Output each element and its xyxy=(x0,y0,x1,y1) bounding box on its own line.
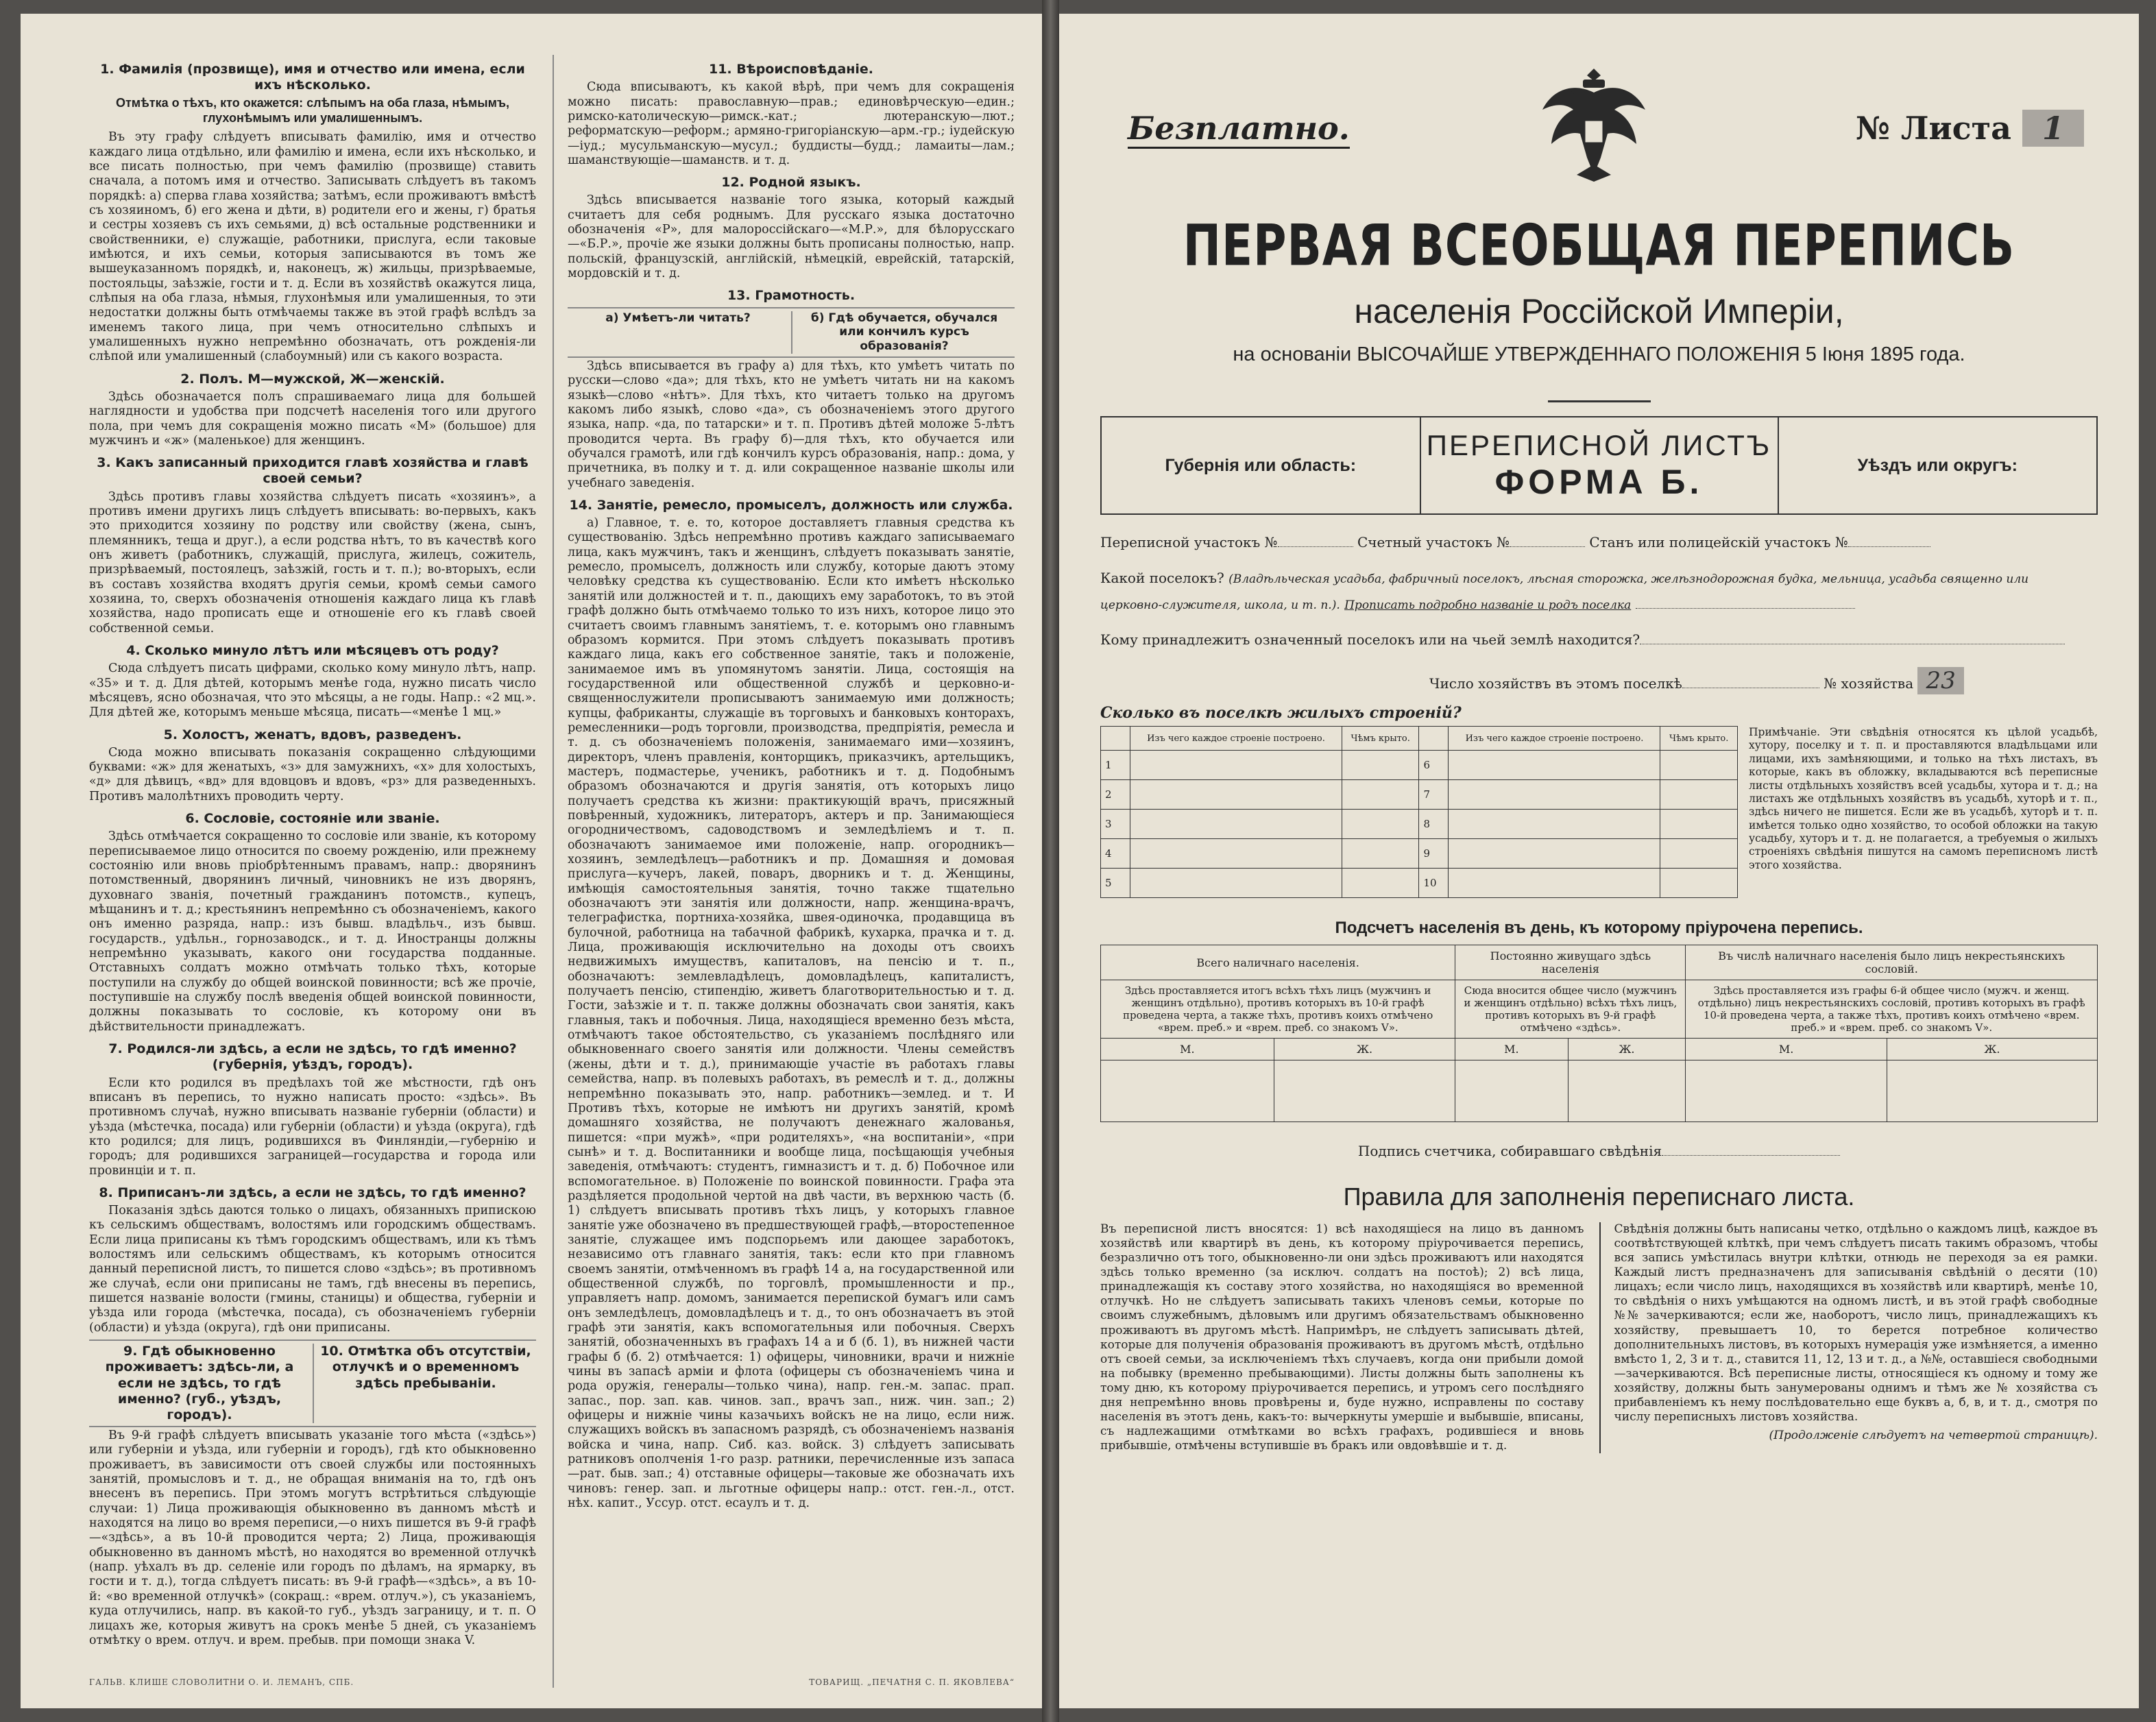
section-text: Здѣсь противъ главы хозяйства слѣдуетъ писать «хозяинъ», а противъ имени другихъ лицъ слѣдуетъ вписывать: во-первыхъ, какъ это приходится хозяину по родству или свойству (жена, сынъ, племянникъ, теща и друг.), а если родства нѣтъ, то въ качествѣ кого онъ живетъ (работникъ, служащій, прислуга, жилецъ, сожитель, призрѣваемый, постоялецъ, заѣзжій, гость и т. п.); во-вторыхъ, если въ составъ хозяйства входятъ другія семьи, кромѣ семьи самого хозяина, то, сверхъ обозначенія отношенія каждаго лица къ главѣ хозяйства, надо прописать еще и отношеніе его къ главѣ своей собственной семьи. xyxy=(89,489,536,635)
household-number-value: 23 xyxy=(1917,667,1963,694)
census-title: ПЕРВАЯ ВСЕОБЩАЯ ПЕРЕПИСЬ xyxy=(1183,213,2015,279)
table-header: Чѣмъ крыто. xyxy=(1660,727,1738,751)
police-precinct-field[interactable] xyxy=(1848,546,1930,547)
section-text: а) Главное, т. е. то, которое доставляетъ главныя средства къ существованію. Здѣсь непремѣнно противъ каждаго записываемаго лица, какъ мужчинъ, такъ и женщинъ, слѣдуетъ показывать занятіе, ремесло, промыселъ, должность или службу, которые даютъ этому человѣку средства къ существованію. Если кто имѣетъ нѣсколько занятій или должностей и т. п., дающихъ ему заработокъ, то въ этой графѣ должно быть отмѣчаемо только то изъ нихъ, которое лицо это считаетъ своимъ главнымъ занятіемъ, т. е. которымъ оно главнымъ образомъ кормится. При этомъ слѣдуетъ показывать противъ каждаго лица, какъ его собственное занятіе, такъ и положеніе, занимаемое имъ въ упомянутомъ занятіи. Лица, состоящія на государственной или общественной службѣ и церковно-и-священнослужители прописываютъ занимаемую ими должность; купцы, фабриканты, служащіе въ торговыхъ и банковыхъ конторахъ, ремесленники—родъ торговли, производства, предпріятія, ремесла и т. д. съ обозначеніемъ положенія, занимаемаго ими—хозяинъ, директоръ, членъ правленія, конторщикъ, приказчикъ, артельщикъ, мастеръ, подмастерье, ученикъ, работникъ и т. д. Подобнымъ образомъ обозначаются и другія занятія, отъ которыхъ лицо получаетъ средства къ жизни: практикующій врачъ, присяжный повѣренный, художникъ, литераторъ, актеръ и пр. Занимающіеся огородничествомъ, садоводствомъ и земледѣліемъ и т. п. обозначаютъ занимаемое ими положеніе, напр. огородникъ—хозяинъ, земледѣлецъ—работникъ и пр. Домашняя и домовая прислуга—кучеръ, лакей, поваръ, дворникъ и т. д. Женщины, имѣющія самостоятельныя занятія, точно также тщательно обозначаютъ эти занятія или должности, напр. женщина-врачъ, телеграфистка, портниха-хозяйка, швея-одиночка, продавщица въ булочной, работница на табачной фабрикѣ, кухарка, прачка и т. д. Лица, проживающія исключительно на доходы отъ своихъ недвижимыхъ имуществъ, капиталовъ, на пенсію и т. п., обозначаютъ: землевладѣлецъ, домовладѣлецъ, капиталистъ, получаетъ пенсію, стипендію, живетъ благотворительностью и т. д. Гости, заѣзжіе и т. п. также должны обозначать свои занятія, какъ главныя, такъ и побочныя. Лица, находящіеся временно безъ мѣста, отмѣчаютъ такое обстоятельство, съ указаніемъ послѣдняго или обыкновеннаго своего занятія или должности. Члены семействъ (жены, дѣти и т. д.), принимающіе участіе въ работахъ главы семейства, напр. въ полевыхъ работахъ, въ ремеслѣ и т. д., должны непремѣнно показывать это, напр. работникъ—землед. и т. И Противъ тѣхъ, которые не имѣютъ ни другихъ занятій, кромѣ домашняго хозяйства, не получаютъ денежнаго жалованья, пишется: «при мужѣ», «при родителяхъ», «на воспитаніи», «при сынѣ» и т. д. Воспитанники и вообще лица, посѣщающія учебныя заведенія, отмѣчаютъ: студентъ, гимназистъ и т. д. б) Побочное или вспомогательное. в) Положеніе по воинской повинности. Графа эта раздѣляется продольной чертой на двѣ части, въ верхнюю часть (б. 1) слѣдуетъ вписывать противъ тѣхъ лицъ, у которыхъ главное занятіе уже обозначено въ предшествующей графѣ,—второстепенное занятіе, служащее имъ подспорьемъ или дающее заработокъ, независимо отъ главнаго занятія, такъ: если кто при главномъ своемъ занятіи, отмѣченномъ въ графѣ 14 а, на государственной или общественной службѣ, по торговлѣ, промышленности и пр., управляетъ напр. домомъ, занимается перепиской бумагъ или самъ онъ земледѣлецъ, домовладѣлецъ и т. д., то онъ обозначаетъ въ этой графѣ эти занятія, какъ вспомогательныя или побочныя. Сверхъ занятій, обозначенныхъ въ графахъ 14 а и б (б. 1), въ нижней части графы б (б. 2) отмѣчается: 1) офицеры, чиновники, врачи и нижніе чины въ запасѣ арміи и флота (офицеры съ обозначеніемъ чина и рода оружія, генералы—только чина), напр. ген.-м. запас. прап. запас., пор. зап. кав. чинов. зап., врачъ зап., ниж. чин. зап.; 2) офицеры и нижніе чины казачьихъ войскъ не на лицо, если ниж. служащихъ войскъ въ запасномъ разрядѣ, съ обозначеніемъ названія войска и чина, напр. Сиб. каз. войск. 3) слѣдуетъ записывать ратниковъ ополченія 1-го разр. ратники, перечисленные изъ запаса—рат. быв. зап.; 4) отставные офицеры—таковые же обозначать ихъ чиновъ: генер. зап. и льготные офицеры напр.: отст. ген.-л., отст. нѣх. капит., Уссур. отст. есаулъ и т. д. xyxy=(568,516,1015,1511)
header-row xyxy=(1100,55,2098,171)
row-number: 8 xyxy=(1419,810,1449,839)
right-page xyxy=(1059,14,2139,1708)
section-heading: 7. Родился-ли здѣсь, а если не здѣсь, то гдѣ именно? (губернія, уѣздъ, городъ). xyxy=(108,1041,517,1073)
table-row xyxy=(1101,869,1738,898)
table-header-row xyxy=(1101,945,2098,980)
row-number: 7 xyxy=(1419,780,1449,810)
section-13 xyxy=(568,288,1015,490)
section-text: Здѣсь отмѣчается сокращенно то сословіе или званіе, къ которому переписываемое лицо относится по своему рожденію, или прежнему состоянію или вновь пріобрѣтеннымъ правамъ, напр.: дворянинъ потомственный, дворянинъ личный, чиновникъ не изъ дворянъ, духовнаго званія, почетный гражданинъ потомств., купецъ, мѣщанинъ и т. д.; крестьянинъ непремѣнно съ обозначеніемъ, какого онъ именно разряда, напр.: изъ бывш. владѣльч., изъ бывш. государств., удѣльн., горнозаводск., и т. д. Иностранцы должны непремѣнно указывать, какого они государства подданные. Отставныхъ солдатъ можно отмѣчать только тѣхъ, которые поступили на службу до общей воинской повинности; всѣ же прочіе, поступившіе на службу послѣ введенія общей воинской повинности, должны показывать то сословіе, къ которому они въ дѣйствительности принадлежатъ. xyxy=(89,829,536,1034)
sex-label: Ж. xyxy=(1887,1039,2097,1060)
subheading-b: б) Гдѣ обучается, обучался или кончилъ курсъ образованія? xyxy=(791,311,1012,354)
signature-label: Подпись счетчика, собиравшаго свѣдѣнія xyxy=(1357,1143,1662,1159)
settlement-hint: (Владѣльческая усадьба, фабричный поселокъ, лѣсная сторожка, желѣзнодорожная будка, мельница, усадьба священно или xyxy=(1228,572,2029,586)
instructions-column-2 xyxy=(553,55,1015,1688)
table-row xyxy=(1101,810,1738,839)
buildings-table xyxy=(1100,726,1738,898)
table-cell: Здѣсь проставляется изъ графы 6-й общее число (мужч. и женщ. отдѣльно) лицъ некрестьянскихъ сословій, противъ которыхъ въ графѣ 10-й проведена черта, а также тѣхъ, противъ коихъ отмѣчено «врем. преб.» и «врем. преб. со знакомъ V». xyxy=(1686,980,2098,1039)
section-14 xyxy=(568,498,1015,1512)
census-subtitle: населенія Россійской Имперіи, xyxy=(1354,292,1844,330)
free-label: Безплатно. xyxy=(1128,110,1350,149)
table-header: Изъ чего каждое строеніе построено. xyxy=(1449,727,1660,751)
table-cell: Сюда вносится общее число (мужчинъ и женщинъ отдѣльно) всѣхъ тѣхъ лицъ, противъ которыхъ въ 9-й графѣ отмѣчено «здѣсь». xyxy=(1455,980,1686,1039)
table-header: Всего наличнаго населенія. xyxy=(1101,945,1455,980)
table-row xyxy=(1101,1039,2098,1060)
section-heading: 11. Вѣроисповѣданіе. xyxy=(708,62,874,77)
sheet-number-value: 1 xyxy=(2022,110,2084,147)
population-heading: Подсчетъ населенія въ день, къ которому пріурочена перепись. xyxy=(1335,919,1863,937)
households-line xyxy=(1100,667,2098,694)
section-8 xyxy=(89,1185,536,1335)
buildings-note: Примѣчаніе. Эти свѣдѣнія относятся къ цѣлой усадьбѣ, хутору, поселку и т. п. и проставляются владѣльцами или лицами, ихъ замѣняющими, и только на тѣхъ листахъ, въ которые, какъ въ обложку, вкладываются всѣ переписные листы отдѣльныхъ хозяйствъ всей усадьбы, хутора и т. д.; на листахъ же отдѣльныхъ хозяйствъ въ усадьбѣ, хуторѣ и т. п., здѣсь ничего не пишется. Если же въ усадьбѣ, хуторѣ и т. п. имѣется только одно хозяйство, то особой обложки на такую усадьбу, хуторъ и т. д. не полагается, а требуемыя о жилыхъ строеніяхъ свѣдѣнія пишутся на самомъ переписномъ листѣ этого хозяйства. xyxy=(1749,726,2098,871)
household-number-label: № хозяйства xyxy=(1824,675,1914,692)
section-text: Въ 9-й графѣ слѣдуетъ вписывать указаніе того мѣста («здѣсь») или губерніи и уѣзда, или губерніи и городъ), гдѣ кто обыкновенно проживаетъ, въ зависимости отъ своей службы или постоянныхъ занятій, промысловъ и т. д., не обращая вниманія на то, гдѣ онъ внесенъ въ перепись. При этомъ могутъ встрѣтиться слѣдующіе случаи: 1) Лица проживающія обыкновенно въ данномъ мѣстѣ и находятся на лицо во время переписи,—о нихъ пишется въ 9-й графѣ—«здѣсь», а въ 10-й проводится черта; 2) Лица, проживающія обыкновенно въ данномъ мѣстѣ, но находятся во временной отлучкѣ (напр. уѣхалъ въ др. селеніе или городъ по дѣламъ, на ярмарку, въ гости и т. д.), тогда слѣдуетъ писать: въ 9-й графѣ—«здѣсь», а въ 10-й: «во временной отлучкѣ» (сокращ.: «врем. отлуч.»), съ указаніемъ, куда отлучились, напр. въ какой-то губ., уѣздъ заграницу, и т. п. О лицахъ же, которыя живутъ на срокъ менѣе 5 дней, съ указаніемъ отмѣтку о врем. отлуч. и врем. пребыв. при помощи знака V. xyxy=(89,1429,536,1647)
counting-precinct-field[interactable] xyxy=(1510,546,1585,547)
precinct-line xyxy=(1100,534,2098,550)
section-heading: 12. Родной языкъ. xyxy=(721,175,861,191)
form-header-box xyxy=(1100,416,2098,515)
section-1 xyxy=(89,62,536,365)
rules-section xyxy=(1100,1222,2098,1453)
section-heading: 13. Грамотность. xyxy=(727,288,856,304)
section-11 xyxy=(568,62,1015,168)
row-number: 4 xyxy=(1101,839,1130,869)
section-6 xyxy=(89,811,536,1034)
table-row xyxy=(1101,839,1738,869)
section-text: Показанія здѣсь даются только о лицахъ, обязанныхъ припискою къ сельскимъ обществамъ, волостямъ или городскимъ обществамъ. Если лица приписаны къ тѣмъ городскимъ обществамъ, или къ тѣмъ волостямъ или сельскимъ обществамъ, къ которымъ относится данный переписной листъ, то пишется слово «здѣсь»; въ противномъ же случаѣ, если они приписаны не тамъ, гдѣ внесены въ перепись, пишется названіе волости (гмины, станицы) и общества, губерніи и уѣзда или города (мѣстечка, посада), съ обозначеніемъ губерніи (области) и уѣзда (округа), гдѣ они приписаны. xyxy=(89,1204,536,1335)
police-precinct-label: Станъ или полицейскій участокъ № xyxy=(1589,534,1848,550)
sheet-number-label: № Листа xyxy=(1855,110,2011,147)
section-heading: 5. Холостъ, женатъ, вдовъ, разведенъ. xyxy=(163,727,462,742)
table-header: Постоянно живущаго здѣсь населенія xyxy=(1455,945,1686,980)
sex-label: Ж. xyxy=(1274,1039,1455,1060)
section-text: Сюда вписываютъ, къ какой вѣрѣ, при чемъ для сокращенія можно писать: православную—прав.; единовѣрческую—един.; римско-католическую—римск.-кат.; лютеранскую—лют.; реформатскую—реформ.; армяно-григоріанскую—арм.-гр.; іудейскую—іуд.; мусульманскую—мусул.; буддисты—будд.; ламаиты—лам.; шаманствующіе—шаманств. и т. д. xyxy=(568,80,1015,167)
buildings-section xyxy=(1100,726,2098,898)
owner-label: Кому принадлежитъ означенный поселокъ или на чьей землѣ находится? xyxy=(1100,631,1640,648)
rules-right-text: Свѣдѣнія должны быть написаны четко, отдѣльно о каждомъ лицѣ, каждое въ соотвѣтствующей клѣткѣ, при чемъ слѣдуетъ писать такимъ образомъ, чтобы вся запись умѣстилась внутри клѣтки, отнюдь не переходя за ея рамки. Каждый листъ предназначенъ для записыванія свѣдѣній о десяти (10) лицахъ; если число лицъ, находящихся въ хозяйствѣ или квартирѣ, менѣе 10, то свѣдѣнія о нихъ умѣщаются на одномъ листѣ, и въ этой графѣ свободные №№ зачеркиваются; если же, наоборотъ, число лицъ, принадлежащихъ къ хозяйству, превышаетъ 10, то берется потребное количество дополнительныхъ листовъ, въ которыхъ нумерація уже измѣняется, а именно вмѣсто 1, 2, 3 и т. д., ставится 11, 12, 13 и т. д., а №№, оставшіеся свободными—зачеркиваются. Всѣ переписные листы, относящіеся къ одному и тому же хозяйству, должны быть занумерованы однимъ и тѣмъ же № хозяйства съ прибавленіемъ къ нему послѣдовательно еще буквъ а, б, в, и т. д., смотря по числу переписныхъ листовъ хозяйства. xyxy=(1614,1222,2098,1424)
section-text: Сюда можно вписывать показанія сокращенно слѣдующими буквами: «ж» для женатыхъ, «з» для замужнихъ, «х» для холостыхъ, «д» для дѣвицъ, «вд» для вдовцовъ и вдовъ, «рз» для разведенныхъ. Противъ малолѣтнихъ проводить черту. xyxy=(89,745,536,803)
settlement-hint-3: Прописать подробно названіе и родъ поселка xyxy=(1344,598,1632,612)
section-text: Здѣсь вписывается въ графу а) для тѣхъ, кто умѣетъ читать по русски—слово «да»; для тѣхъ, кто не умѣетъ читать ни на какомъ языкѣ—слово «нѣтъ». Для тѣхъ, кто читаетъ только на другомъ какомъ либо языкѣ, слово «да», съ обозначеніемъ этого другого языка, напр. «да, по татарски» и т. п. Противъ дѣтей моложе 5-лѣтъ проводится черта. Въ графу б)—для тѣхъ, кто обучается или обучался грамотѣ, или гдѣ кончилъ курсъ образованія, напр.: дома, у причетника, въ полку и т. д. или сокращенное названіе школы или учебнаго заведенія. xyxy=(568,359,1015,490)
table-cell: Здѣсь проставляется итогъ всѣхъ тѣхъ лицъ (мужчинъ и женщинъ отдѣльно), противъ которыхъ въ 10-й графѣ проведена черта, а также тѣхъ, противъ коихъ отмѣчено «врем. преб.» и «врем. преб. со знакомъ V». xyxy=(1101,980,1455,1039)
enumerator-signature-line xyxy=(1100,1143,2098,1159)
settlement-line-2 xyxy=(1100,596,2098,612)
counting-precinct-label: Счетный участокъ № xyxy=(1357,534,1510,550)
form-title: ПЕРЕПИСНОЙ ЛИСТЪ xyxy=(1426,429,1772,461)
section-text: Сюда слѣдуетъ писать цифрами, сколько кому минуло лѣтъ, напр. «35» и т. д. Для дѣтей, которымъ менѣе года, нужно писать число мѣсяцевъ, ясно обозначая, что это мѣсяцы, а не годы. Напр.: «2 мц.». Для дѣтей же, которымъ меньше мѣсяца, писать—«менѣе 1 мц.» xyxy=(89,662,536,720)
section-12 xyxy=(568,175,1015,281)
table-row xyxy=(1101,780,1738,810)
printer-imprint: ГАЛЬВ. КЛИШЕ СЛОВОЛИТНИ О. И. ЛЕМАНЪ, СПБ. xyxy=(89,1677,354,1688)
sex-label: М. xyxy=(1686,1039,1887,1060)
sex-label: М. xyxy=(1101,1039,1274,1060)
section-heading: 8. Приписанъ-ли здѣсь, а если не здѣсь, то гдѣ именно? xyxy=(99,1185,526,1200)
rules-right-column xyxy=(1599,1222,2098,1453)
section-important-note: Отмѣтка о тѣхъ, кто окажется: слѣпымъ на оба глаза, нѣмымъ, глухонѣмымъ или умалишеннымъ. xyxy=(115,96,510,125)
form-name: ФОРМА Б. xyxy=(1494,463,1704,501)
subheading-a: а) Умѣетъ-ли читать? xyxy=(605,311,751,325)
census-precinct-field[interactable] xyxy=(1278,546,1353,547)
form-title-cell xyxy=(1420,417,1779,513)
section-3 xyxy=(89,455,536,636)
section-text: Здѣсь вписывается названіе того языка, который каждый считаетъ для себя роднымъ. Для русскаго языка достаточно обозначенія «Р», для малороссійскаго—«М.Р.», для бѣлорусскаго—«Б.Р.», прочіе же языки должны быть прописаны полностью, напр. польскій, французскій, англійскій, нѣмецкій, еврейскій, татарскій, мордовскій и т. д. xyxy=(568,193,1015,281)
settlement-line xyxy=(1100,570,2098,586)
book-fold xyxy=(1042,0,1059,1722)
sex-label: М. xyxy=(1455,1039,1568,1060)
double-headed-eagle-emblem xyxy=(1525,55,1662,192)
sheet-number xyxy=(1856,110,2084,147)
table-header-row xyxy=(1101,727,1738,751)
buildings-title: Сколько въ поселкѣ жилыхъ строеній? xyxy=(1100,704,1462,722)
printer-imprint: ТОВАРИЩ. „ПЕЧАТНЯ С. П. ЯКОВЛЕВА“ xyxy=(809,1677,1015,1688)
row-number: 6 xyxy=(1419,751,1449,780)
section-text: Въ эту графу слѣдуетъ вписывать фамилію, имя и отчество каждаго лица отдѣльно, или фамилію и имена, если ихъ нѣсколько, и все писать полностью, при чемъ фамилію (прозвище) ставить сначала, а потомъ имя и отчество. Записывать слѣдуетъ въ такомъ порядкѣ: а) сперва глава хозяйства; затѣмъ, если проживаютъ вмѣстѣ съ хозяиномъ, б) его жена и дѣти, в) родители его и жены, г) братья и сестры хозяевъ съ ихъ семьями, д) всѣ остальные родственники и свойственники, е) служащіе, работники, прислуга, если таковые имѣются, и ихъ семьи, которыя записываются въ томъ же вышеуказанномъ порядкѣ, и, наконецъ, ж) жильцы, призрѣваемые, постояльцы, заѣзжіе, гости и т. д. Если въ хозяйствѣ окажутся лица, слѣпыя на оба глаза, нѣмыя, глухонѣмыя или умалишенныя, то эти недостатки должны быть отмѣчаемы также въ этой графѣ вслѣдъ за именемъ такого лица, при чемъ относительно слѣпыхъ и умалишенныхъ нужно непремѣнно обозначать, отъ рожденія-ли слѣпой или умалишенный (слабоумный) или съ какого возраста. xyxy=(89,130,536,364)
section-heading: 1. Фамилія (прозвище), имя и отчество или имена, если ихъ нѣсколько. xyxy=(100,62,525,93)
section-heading: 14. Занятіе, ремесло, промыселъ, должность или служба. xyxy=(569,497,1013,513)
section-heading: 4. Сколько минуло лѣтъ или мѣсяцевъ отъ роду? xyxy=(126,643,499,659)
population-table xyxy=(1100,945,2098,1122)
rules-left-text: Въ переписной листъ вносятся: 1) всѣ находящіеся на лицо въ данномъ хозяйствѣ или квартирѣ въ день, къ которому пріурочивается перепись, безразлично отъ того, обыкновенно-ли они здѣсь проживаютъ или находятся здѣсь только временно (за исключ. солдатъ на постоѣ); 2) всѣ лица, принадлежащія къ составу этого хозяйства, но находящіяся во временной отлучкѣ. Но не слѣдуетъ записывать такихъ членовъ семьи, которые по своимъ служебнымъ, дѣловымъ или другимъ обязательствамъ обыкновенно проживаютъ въ другомъ мѣстѣ. Напримѣръ, не слѣдуетъ записывать дѣтей, которые для полученія образованія проживаютъ въ другомъ мѣстѣ, отдѣльно отъ своей семьи, за исключеніемъ тѣхъ случаевъ, когда они прибыли домой на побывку (временно пребывающими). Листы должны быть заполнены къ тому дню, къ которому пріурочивается перепись, и утромъ сего послѣдняго дня непремѣнно вновь провѣрены и, буде нужно, исправлены по составу населенія въ этотъ день, какъ-то: вычеркнуты умершіе и выбывшіе, вписаны, съ надлежащими отмѣтками во всѣхъ графахъ, родившіеся и вновь прибывшіе, отмѣчены вступившіе въ бракъ или овдовѣвшіе и т. д. xyxy=(1100,1222,1584,1453)
table-header: Изъ чего каждое строеніе построено. xyxy=(1130,727,1342,751)
district-label: Уѣздъ или округъ: xyxy=(1857,455,2018,475)
section-heading: 9. Гдѣ обыкновенно проживаетъ: здѣсь-ли, а если не здѣсь, то гдѣ именно? (губ., уѣздъ, городъ). xyxy=(105,1344,294,1422)
table-row xyxy=(1101,1060,2098,1122)
divider xyxy=(1548,400,1651,402)
row-number: 3 xyxy=(1101,810,1130,839)
row-number: 2 xyxy=(1101,780,1130,810)
section-4 xyxy=(89,643,536,720)
section-7 xyxy=(89,1041,536,1178)
section-2 xyxy=(89,372,536,449)
row-number: 9 xyxy=(1419,839,1449,869)
table-header: Въ числѣ наличнаго населенія было лицъ некрестьянскихъ сословій. xyxy=(1686,945,2098,980)
left-page xyxy=(21,14,1042,1708)
settlement-field[interactable] xyxy=(1636,608,1855,609)
instructions-column-1 xyxy=(89,55,536,1688)
census-decree-line: на основаніи ВЫСОЧАЙШЕ УТВЕРЖДЕННАГО ПОЛОЖЕНІЯ 5 Іюня 1895 года. xyxy=(1233,343,1965,365)
section-heading: 3. Какъ записанный приходится главѣ хозяйства и главѣ своей семьи? xyxy=(97,455,529,487)
section-9-10 xyxy=(89,1339,536,1648)
section-heading: 6. Сословіе, состояніе или званіе. xyxy=(185,811,440,827)
section-text: Если кто родился въ предѣлахъ той же мѣстности, гдѣ онъ вписанъ въ перепись, то нужно написать просто: «здѣсь». Въ противномъ случаѣ, нужно вписывать названіе губерніи (области) и уѣзда (мѣстечка, посада) или губерніи (области) и уѣзда (округа), гдѣ кто родился; для лицъ, родившихся въ Финляндіи,—губернію и городъ; для родившихся заграницей—государства и города или провинціи и т. п. xyxy=(89,1076,536,1178)
sex-label: Ж. xyxy=(1568,1039,1686,1060)
row-number: 10 xyxy=(1419,869,1449,898)
continued-note: (Продолженіе слѣдуетъ на четвертой страницѣ). xyxy=(1769,1429,2098,1443)
settlement-label: Какой поселокъ? xyxy=(1100,570,1224,586)
table-row xyxy=(1101,751,1738,780)
signature-field[interactable] xyxy=(1662,1155,1840,1156)
section-text: Здѣсь обозначается полъ спрашиваемаго лица для большей наглядности и удобства при подсчетѣ населенія того или другого пола, при чемъ для сокращенія можно писать «М» (большое) для мужчинъ и «ж» (маленькое) для женщинъ. xyxy=(89,389,536,448)
settlement-hint-2: церковно-служителя, школа, и т. п.). xyxy=(1100,598,1340,612)
households-count-label: Число хозяйствъ въ этомъ поселкѣ xyxy=(1429,675,1682,692)
table-row xyxy=(1101,980,2098,1039)
section-heading: 2. Полъ. М—мужской, Ж—женскій. xyxy=(180,371,445,387)
section-5 xyxy=(89,727,536,805)
section-heading-10: 10. Отмѣтка объ отсутствіи, отлучкѣ и о временномъ здѣсь пребываніи. xyxy=(313,1344,533,1423)
row-number: 1 xyxy=(1101,751,1130,780)
table-header: Чѣмъ крыто. xyxy=(1342,727,1419,751)
row-number: 5 xyxy=(1101,869,1130,898)
owner-line xyxy=(1100,631,2098,648)
province-label: Губернія или область: xyxy=(1165,455,1357,475)
census-precinct-label: Переписной участокъ № xyxy=(1100,534,1278,550)
rules-heading: Правила для заполненія переписнаго листа. xyxy=(1343,1183,1855,1211)
